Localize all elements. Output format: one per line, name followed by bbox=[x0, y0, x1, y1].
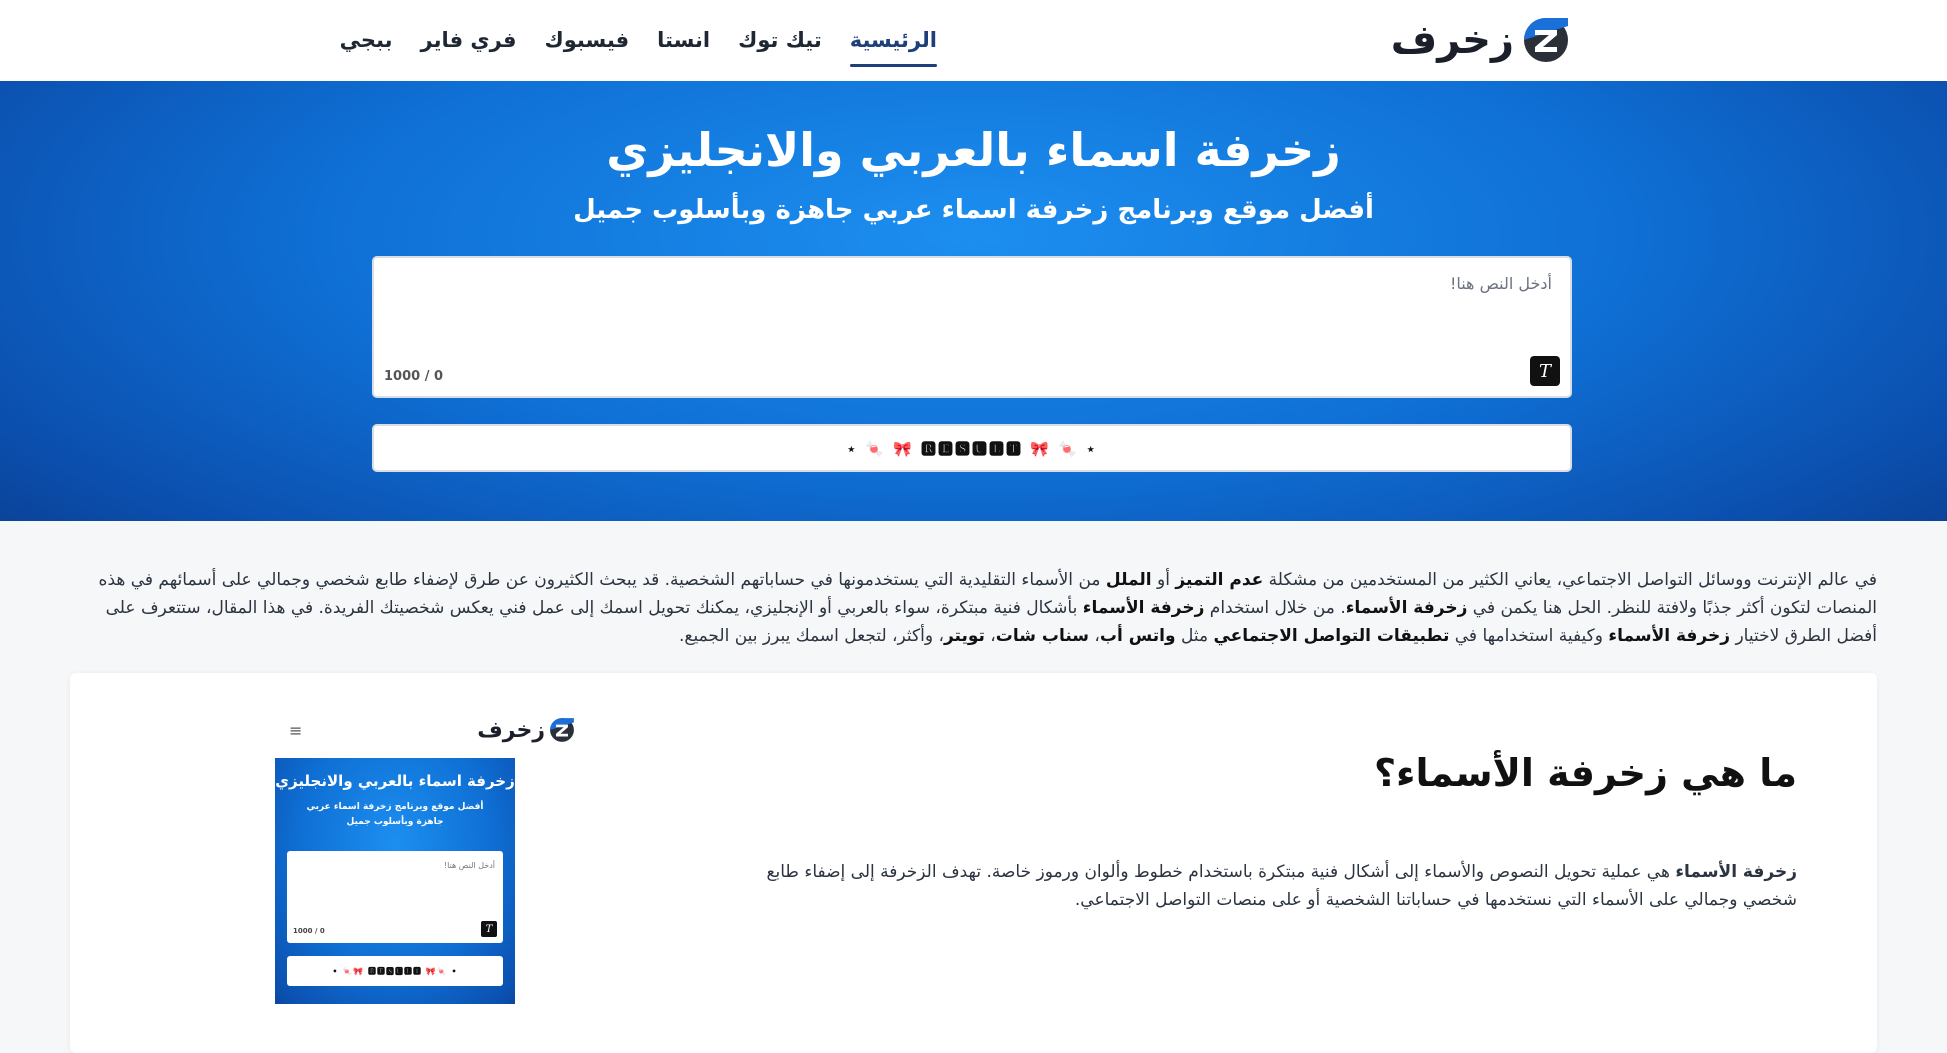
main-nav bbox=[340, 0, 937, 81]
result-button[interactable]: ⋆ 🍬 🎀 🆁🅴🆂🆄🅻🆃 🎀 🍬 ⋆ bbox=[372, 424, 1572, 472]
nav-item-facebook[interactable]: فيسبوك bbox=[544, 28, 630, 52]
card-text: زخرفة الأسماء هي عملية تحويل النصوص والأسماء إلى أشكال فنية مبتكرة باستخدام خطوط وألوان ورموز خاصة. تهدف الزخرفة إلى إضفاء طابع شخصي وجمالي على الأسماء التي نستخدمها في حساباتنا الشخصية أو على منصات التواصل الاجتماعي. bbox=[766, 862, 1797, 910]
preview-image bbox=[275, 710, 585, 1030]
preview-editor bbox=[287, 851, 503, 943]
site-header bbox=[0, 0, 1947, 81]
preview-subtitle: أفضل موقع وبرنامج زخرفة اسماء عربي جاهزة وبأسلوب جميل bbox=[306, 802, 484, 827]
nav-item-pubg[interactable]: ببجي bbox=[339, 28, 393, 52]
nav-item-freefire[interactable]: فري فاير bbox=[420, 28, 517, 52]
card-title: ما هي زخرفة الأسماء؟ bbox=[1373, 751, 1797, 795]
preview-counter: 1000 / 0 bbox=[293, 927, 325, 935]
preview-header bbox=[275, 710, 585, 750]
preview-result: • 🍬🎀 🆁🅴🆂🆄🅻🆃 🎀🍬 • bbox=[287, 956, 503, 986]
hero-section bbox=[0, 81, 1947, 521]
intro-paragraph: في عالم الإنترنت ووسائل التواصل الاجتماعي، يعاني الكثير من المستخدمين من مشكلة عدم التميز أو الملل من الأسماء التقليدية التي يستخدمونها في حساباتهم الشخصية. قد يبحث الكثيرون عن طرق لإضفاء طابع شخصي وجمالي على أسمائهم في هذه المنصات لتكون أكثر جذبًا ولافتة للنظر. الحل هنا يكمن في زخرفة الأسماء. من خلال استخدام زخرفة الأسماء بأشكال فنية مبتكرة، سواء بالعربي أو الإنجليزي، يمكنك تحويل اسمك إلى عمل فني يعكس شخصيتك الفريدة. في هذا المقال، ستتعرف على أفضل الطرق لاختيار زخرفة الأسماء وكيفية استخدامها في تطبيقات التواصل الاجتماعي مثل واتس أب، سناب شات، تويتر، وأكثر، لتجعل اسمك يبرز بين الجميع. bbox=[98, 570, 1877, 646]
z-logo-icon bbox=[1522, 16, 1570, 64]
hero-title: زخرفة اسماء بالعربي والانجليزي bbox=[606, 123, 1341, 177]
z-logo-icon bbox=[549, 717, 575, 743]
logo-text: زخرف bbox=[1390, 17, 1514, 63]
preview-clear-icon: T bbox=[481, 921, 497, 937]
menu-icon: ≡ bbox=[289, 720, 303, 740]
preview-title: زخرفة اسماء بالعربي والانجليزي bbox=[275, 772, 515, 790]
nav-item-instagram[interactable]: انستا bbox=[657, 28, 711, 52]
text-editor bbox=[372, 256, 1572, 398]
preview-logo-text: زخرف bbox=[477, 717, 545, 743]
hero-subtitle: أفضل موقع وبرنامج زخرفة اسماء عربي جاهزة وبأسلوب جميل bbox=[573, 195, 1374, 225]
what-is-card bbox=[70, 673, 1877, 1053]
nav-item-home[interactable]: الرئيسية bbox=[850, 0, 937, 81]
text-input[interactable] bbox=[390, 272, 1554, 346]
preview-placeholder: أدخل النص هنا! bbox=[443, 861, 495, 870]
nav-item-tiktok[interactable]: تيك توك bbox=[738, 28, 822, 52]
clear-format-icon[interactable]: T bbox=[1530, 356, 1560, 386]
char-counter: 1000 / 0 bbox=[384, 369, 444, 384]
preview-hero bbox=[275, 758, 515, 1004]
preview-logo bbox=[477, 717, 575, 743]
site-logo[interactable] bbox=[1390, 14, 1570, 66]
